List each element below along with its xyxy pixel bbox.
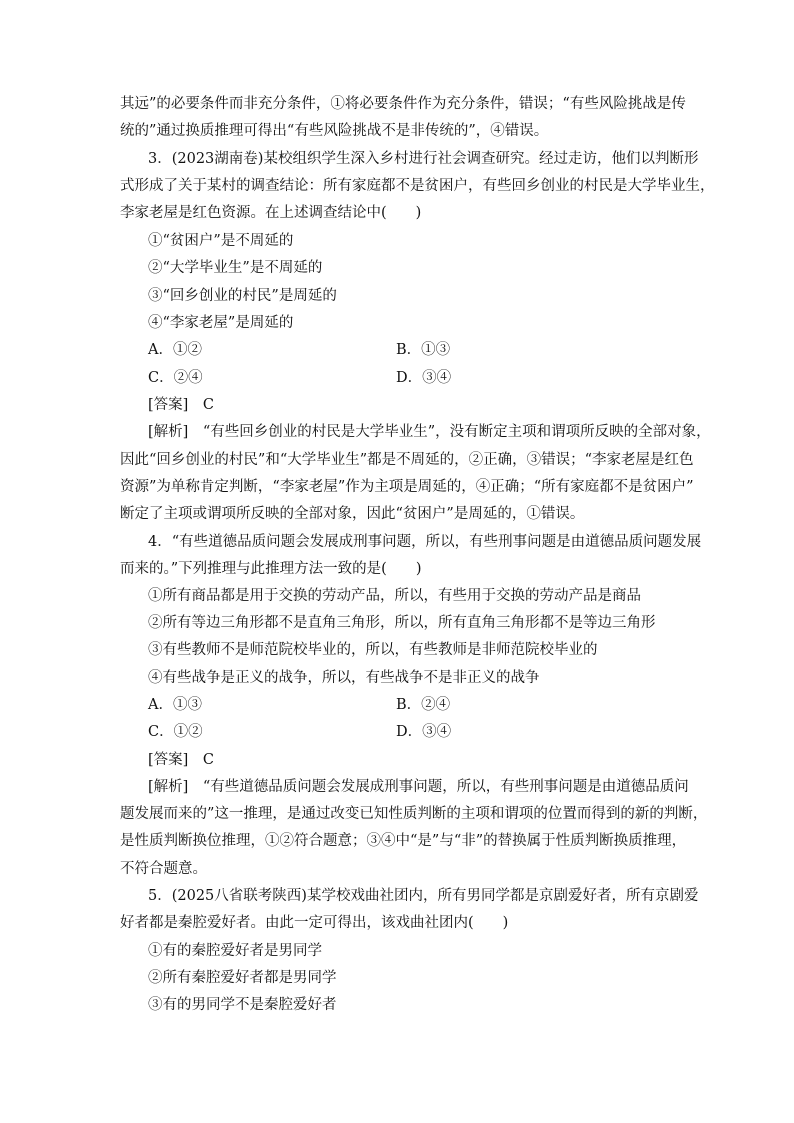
statement-item: ①“贫困户”是不周延的 xyxy=(148,233,294,249)
statement-item: ②所有等边三角形都不是直角三角形，所以，所有直角三角形都不是等边三角形 xyxy=(148,615,656,631)
statement-item: ④有些战争是正义的战争，所以，有些战争不是非正义的战争 xyxy=(148,670,540,686)
statement-item: ③有的男同学不是秦腔爱好者 xyxy=(148,997,337,1013)
statement-item: ③有些教师不是师范院校毕业的，所以，有些教师是非师范院校毕业的 xyxy=(148,642,598,658)
explanation-line: 不符合题意。 xyxy=(120,861,207,877)
option-b: B．②④ xyxy=(396,697,451,713)
text-line: 李家老屋是红色资源。在上述调查结论中( ) xyxy=(120,205,422,221)
answer-label: [答案] C xyxy=(148,397,214,413)
statement-item: ②“大学毕业生”是不周延的 xyxy=(148,260,323,276)
option-b: B．①③ xyxy=(396,342,451,358)
statement-item: ④“李家老屋”是周延的 xyxy=(148,315,294,331)
statement-item: ②所有秦腔爱好者都是男同学 xyxy=(148,970,337,986)
answer-label: [答案] C xyxy=(148,752,214,768)
explanation-line: 断定了主项或谓项所反映的全部对象，因此“贫困户”是周延的，①错误。 xyxy=(120,506,585,522)
explanation-line: [解析] “有些道德品质问题会发展成刑事问题，所以，有些刑事问题是由道德品质问 xyxy=(148,779,689,795)
option-d: D．③④ xyxy=(396,370,452,386)
option-a: A．①② xyxy=(148,342,202,358)
explanation-line: 题发展而来的”这一推理，是通过改变已知性质判断的主项和谓项的位置而得到的新的判断， xyxy=(120,806,708,822)
statement-item: ③“回乡创业的村民”是周延的 xyxy=(148,288,337,304)
question-5-stem: 5．(2025八省联考陕西)某学校戏曲社团内，所有男同学都是京剧爱好者，所有京剧爱 xyxy=(148,888,699,904)
explanation-line: 因此“回乡创业的村民”和“大学毕业生”都是不周延的，②正确，③错误；“李家老屋是红色 xyxy=(120,452,694,468)
text-line: 其远”的必要条件而非充分条件，①将必要条件作为充分条件，错误；“有些风险挑战是传 xyxy=(120,96,686,112)
explanation-line: 是性质判断换位推理，①②符合题意；③④中“是”与“非”的替换属于性质判断换质推理， xyxy=(120,833,687,849)
text-line: 式形成了关于某村的调查结论：所有家庭都不是贫困户，有些回乡创业的村民是大学毕业生， xyxy=(120,178,715,194)
option-d: D．③④ xyxy=(396,724,452,740)
explanation-line: 资源”为单称肯定判断，“李家老屋”作为主项是周延的，④正确；“所有家庭都不是贫困户” xyxy=(120,479,694,495)
text-line: 而来的。”下列推理与此推理方法一致的是( ) xyxy=(120,561,422,577)
statement-item: ①有的秦腔爱好者是男同学 xyxy=(148,943,322,959)
option-c: C．①② xyxy=(148,724,203,740)
text-line: 统的”通过换质推理可得出“有些风险挑战不是非传统的”，④错误。 xyxy=(120,123,549,139)
statement-item: ①所有商品都是用于交换的劳动产品，所以，有些用于交换的劳动产品是商品 xyxy=(148,588,641,604)
question-4-stem: 4．“有些道德品质问题会发展成刑事问题，所以，有些刑事问题是由道德品质问题发展 xyxy=(148,534,702,550)
explanation-line: [解析] “有些回乡创业的村民是大学毕业生”，没有断定主项和谓项所反映的全部对象， xyxy=(148,424,711,440)
option-a: A．①③ xyxy=(148,697,202,713)
text-line: 好者都是秦腔爱好者。由此一定可得出，该戏曲社团内( ) xyxy=(120,915,509,931)
question-3-stem: 3．(2023湖南卷)某校组织学生深入乡村进行社会调查研究。经过走访，他们以判断形 xyxy=(148,151,699,167)
option-c: C．②④ xyxy=(148,370,203,386)
